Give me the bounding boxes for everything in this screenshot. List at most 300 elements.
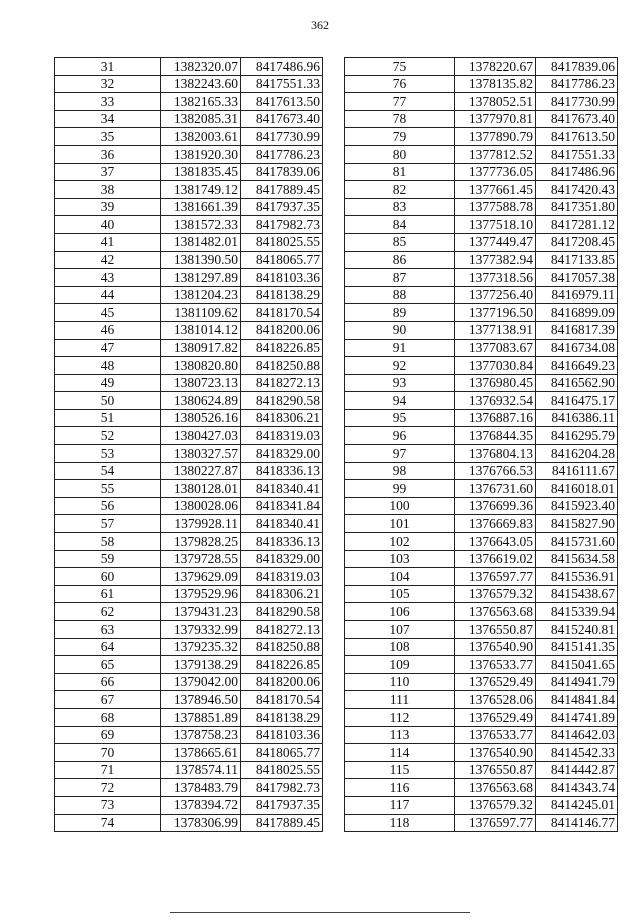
table-row bbox=[345, 392, 618, 410]
x-coordinate-cell: 1376887.16 bbox=[455, 409, 536, 427]
y-coordinate-cell: 8417057.38 bbox=[536, 269, 618, 287]
point-number-cell: 96 bbox=[345, 427, 455, 445]
y-coordinate-cell: 8418319.03 bbox=[241, 427, 323, 445]
y-coordinate-cell: 8417982.73 bbox=[241, 779, 323, 797]
point-number-cell: 72 bbox=[55, 779, 161, 797]
point-number-cell: 42 bbox=[55, 251, 161, 269]
table-row bbox=[345, 726, 618, 744]
point-number-cell: 55 bbox=[55, 480, 161, 498]
page-number: 362 bbox=[311, 18, 329, 32]
y-coordinate-cell: 8416111.67 bbox=[536, 462, 618, 480]
table-row bbox=[345, 603, 618, 621]
x-coordinate-cell: 1381204.23 bbox=[161, 286, 241, 304]
table-row bbox=[55, 708, 323, 726]
x-coordinate-cell: 1377661.45 bbox=[455, 181, 536, 199]
table-row bbox=[55, 550, 323, 568]
x-coordinate-cell: 1381572.33 bbox=[161, 216, 241, 234]
point-number-cell: 85 bbox=[345, 233, 455, 251]
table-row bbox=[55, 497, 323, 515]
x-coordinate-cell: 1379138.29 bbox=[161, 656, 241, 674]
y-coordinate-cell: 8418340.41 bbox=[241, 480, 323, 498]
y-coordinate-cell: 8417486.96 bbox=[536, 163, 618, 181]
y-coordinate-cell: 8417982.73 bbox=[241, 216, 323, 234]
y-coordinate-cell: 8417281.12 bbox=[536, 216, 618, 234]
y-coordinate-cell: 8418200.06 bbox=[241, 321, 323, 339]
table-row bbox=[345, 198, 618, 216]
x-coordinate-cell: 1380128.01 bbox=[161, 480, 241, 498]
y-coordinate-cell: 8414245.01 bbox=[536, 796, 618, 814]
y-coordinate-cell: 8414741.89 bbox=[536, 708, 618, 726]
x-coordinate-cell: 1376563.68 bbox=[455, 779, 536, 797]
point-number-cell: 31 bbox=[55, 58, 161, 76]
point-number-cell: 117 bbox=[345, 796, 455, 814]
x-coordinate-cell: 1379828.25 bbox=[161, 533, 241, 551]
point-number-cell: 75 bbox=[345, 58, 455, 76]
table-row bbox=[55, 216, 323, 234]
x-coordinate-cell: 1379431.23 bbox=[161, 603, 241, 621]
x-coordinate-cell: 1377382.94 bbox=[455, 251, 536, 269]
table-row bbox=[345, 708, 618, 726]
table-row bbox=[55, 796, 323, 814]
point-number-cell: 78 bbox=[345, 110, 455, 128]
point-number-cell: 112 bbox=[345, 708, 455, 726]
table-row bbox=[345, 621, 618, 639]
point-number-cell: 104 bbox=[345, 568, 455, 586]
table-row bbox=[345, 585, 618, 603]
point-number-cell: 64 bbox=[55, 638, 161, 656]
table-row bbox=[345, 58, 618, 76]
point-number-cell: 115 bbox=[345, 761, 455, 779]
x-coordinate-cell: 1381014.12 bbox=[161, 321, 241, 339]
y-coordinate-cell: 8418329.00 bbox=[241, 550, 323, 568]
table-row bbox=[345, 673, 618, 691]
point-number-cell: 94 bbox=[345, 392, 455, 410]
table-row bbox=[55, 304, 323, 322]
point-number-cell: 107 bbox=[345, 621, 455, 639]
table-row bbox=[345, 181, 618, 199]
table-row bbox=[55, 585, 323, 603]
point-number-cell: 82 bbox=[345, 181, 455, 199]
x-coordinate-cell: 1380028.06 bbox=[161, 497, 241, 515]
x-coordinate-cell: 1376766.53 bbox=[455, 462, 536, 480]
point-number-cell: 54 bbox=[55, 462, 161, 480]
x-coordinate-cell: 1377083.67 bbox=[455, 339, 536, 357]
point-number-cell: 93 bbox=[345, 374, 455, 392]
y-coordinate-cell: 8417613.50 bbox=[241, 93, 323, 111]
point-number-cell: 98 bbox=[345, 462, 455, 480]
y-coordinate-cell: 8418336.13 bbox=[241, 533, 323, 551]
y-coordinate-cell: 8415536.91 bbox=[536, 568, 618, 586]
table-row bbox=[345, 145, 618, 163]
x-coordinate-cell: 1376533.77 bbox=[455, 726, 536, 744]
point-number-cell: 32 bbox=[55, 75, 161, 93]
x-coordinate-cell: 1377449.47 bbox=[455, 233, 536, 251]
coordinates-table-left bbox=[54, 57, 323, 832]
x-coordinate-cell: 1379928.11 bbox=[161, 515, 241, 533]
y-coordinate-cell: 8417420.43 bbox=[536, 181, 618, 199]
y-coordinate-cell: 8418272.13 bbox=[241, 621, 323, 639]
x-coordinate-cell: 1380327.57 bbox=[161, 445, 241, 463]
table-row bbox=[345, 409, 618, 427]
y-coordinate-cell: 8418226.85 bbox=[241, 339, 323, 357]
y-coordinate-cell: 8418170.54 bbox=[241, 691, 323, 709]
table-row bbox=[55, 638, 323, 656]
y-coordinate-cell: 8415438.67 bbox=[536, 585, 618, 603]
point-number-cell: 39 bbox=[55, 198, 161, 216]
table-row bbox=[55, 339, 323, 357]
point-number-cell: 105 bbox=[345, 585, 455, 603]
x-coordinate-cell: 1376980.45 bbox=[455, 374, 536, 392]
x-coordinate-cell: 1378483.79 bbox=[161, 779, 241, 797]
table-row bbox=[55, 462, 323, 480]
table-row bbox=[345, 427, 618, 445]
bottom-divider bbox=[170, 912, 470, 913]
point-number-cell: 89 bbox=[345, 304, 455, 322]
table-row bbox=[345, 761, 618, 779]
point-number-cell: 74 bbox=[55, 814, 161, 832]
y-coordinate-cell: 8416649.23 bbox=[536, 357, 618, 375]
x-coordinate-cell: 1379235.32 bbox=[161, 638, 241, 656]
point-number-cell: 110 bbox=[345, 673, 455, 691]
y-coordinate-cell: 8417673.40 bbox=[241, 110, 323, 128]
x-coordinate-cell: 1377318.56 bbox=[455, 269, 536, 287]
table-row bbox=[55, 93, 323, 111]
x-coordinate-cell: 1378946.50 bbox=[161, 691, 241, 709]
y-coordinate-cell: 8418340.41 bbox=[241, 515, 323, 533]
x-coordinate-cell: 1380820.80 bbox=[161, 357, 241, 375]
table-row bbox=[55, 515, 323, 533]
x-coordinate-cell: 1377196.50 bbox=[455, 304, 536, 322]
y-coordinate-cell: 8415339.94 bbox=[536, 603, 618, 621]
x-coordinate-cell: 1378306.99 bbox=[161, 814, 241, 832]
x-coordinate-cell: 1376643.05 bbox=[455, 533, 536, 551]
y-coordinate-cell: 8417551.33 bbox=[536, 145, 618, 163]
y-coordinate-cell: 8418250.88 bbox=[241, 638, 323, 656]
table-row bbox=[55, 286, 323, 304]
table-row bbox=[55, 568, 323, 586]
x-coordinate-cell: 1381920.30 bbox=[161, 145, 241, 163]
y-coordinate-cell: 8418170.54 bbox=[241, 304, 323, 322]
x-coordinate-cell: 1382165.33 bbox=[161, 93, 241, 111]
y-coordinate-cell: 8414542.33 bbox=[536, 744, 618, 762]
point-number-cell: 81 bbox=[345, 163, 455, 181]
y-coordinate-cell: 8417208.45 bbox=[536, 233, 618, 251]
table-row bbox=[55, 75, 323, 93]
x-coordinate-cell: 1381390.50 bbox=[161, 251, 241, 269]
x-coordinate-cell: 1379332.99 bbox=[161, 621, 241, 639]
y-coordinate-cell: 8416386.11 bbox=[536, 409, 618, 427]
table-row bbox=[345, 286, 618, 304]
point-number-cell: 116 bbox=[345, 779, 455, 797]
point-number-cell: 56 bbox=[55, 497, 161, 515]
x-coordinate-cell: 1379629.09 bbox=[161, 568, 241, 586]
point-number-cell: 108 bbox=[345, 638, 455, 656]
x-coordinate-cell: 1376579.32 bbox=[455, 585, 536, 603]
y-coordinate-cell: 8414343.74 bbox=[536, 779, 618, 797]
point-number-cell: 113 bbox=[345, 726, 455, 744]
y-coordinate-cell: 8418138.29 bbox=[241, 286, 323, 304]
point-number-cell: 33 bbox=[55, 93, 161, 111]
point-number-cell: 97 bbox=[345, 445, 455, 463]
x-coordinate-cell: 1378135.82 bbox=[455, 75, 536, 93]
table-row bbox=[55, 374, 323, 392]
point-number-cell: 36 bbox=[55, 145, 161, 163]
y-coordinate-cell: 8417673.40 bbox=[536, 110, 618, 128]
point-number-cell: 79 bbox=[345, 128, 455, 146]
point-number-cell: 109 bbox=[345, 656, 455, 674]
table-row bbox=[55, 533, 323, 551]
x-coordinate-cell: 1377736.05 bbox=[455, 163, 536, 181]
point-number-cell: 86 bbox=[345, 251, 455, 269]
table-row bbox=[345, 462, 618, 480]
point-number-cell: 53 bbox=[55, 445, 161, 463]
table-row bbox=[345, 128, 618, 146]
y-coordinate-cell: 8416979.11 bbox=[536, 286, 618, 304]
point-number-cell: 49 bbox=[55, 374, 161, 392]
table-row bbox=[345, 744, 618, 762]
table-row bbox=[345, 251, 618, 269]
x-coordinate-cell: 1376669.83 bbox=[455, 515, 536, 533]
y-coordinate-cell: 8418138.29 bbox=[241, 708, 323, 726]
y-coordinate-cell: 8418306.21 bbox=[241, 585, 323, 603]
table-row bbox=[345, 656, 618, 674]
x-coordinate-cell: 1376579.32 bbox=[455, 796, 536, 814]
table-row bbox=[345, 216, 618, 234]
point-number-cell: 103 bbox=[345, 550, 455, 568]
table-row bbox=[345, 321, 618, 339]
point-number-cell: 46 bbox=[55, 321, 161, 339]
point-number-cell: 111 bbox=[345, 691, 455, 709]
point-number-cell: 95 bbox=[345, 409, 455, 427]
point-number-cell: 106 bbox=[345, 603, 455, 621]
point-number-cell: 38 bbox=[55, 181, 161, 199]
x-coordinate-cell: 1379529.96 bbox=[161, 585, 241, 603]
table-row bbox=[345, 304, 618, 322]
point-number-cell: 99 bbox=[345, 480, 455, 498]
x-coordinate-cell: 1378665.61 bbox=[161, 744, 241, 762]
x-coordinate-cell: 1376529.49 bbox=[455, 708, 536, 726]
x-coordinate-cell: 1378220.67 bbox=[455, 58, 536, 76]
y-coordinate-cell: 8417551.33 bbox=[241, 75, 323, 93]
point-number-cell: 43 bbox=[55, 269, 161, 287]
point-number-cell: 83 bbox=[345, 198, 455, 216]
x-coordinate-cell: 1376844.35 bbox=[455, 427, 536, 445]
table-row bbox=[55, 691, 323, 709]
y-coordinate-cell: 8418200.06 bbox=[241, 673, 323, 691]
table-row bbox=[55, 744, 323, 762]
y-coordinate-cell: 8417889.45 bbox=[241, 814, 323, 832]
point-number-cell: 80 bbox=[345, 145, 455, 163]
point-number-cell: 67 bbox=[55, 691, 161, 709]
x-coordinate-cell: 1376550.87 bbox=[455, 761, 536, 779]
point-number-cell: 92 bbox=[345, 357, 455, 375]
y-coordinate-cell: 8416817.39 bbox=[536, 321, 618, 339]
x-coordinate-cell: 1376804.13 bbox=[455, 445, 536, 463]
table-row bbox=[55, 656, 323, 674]
x-coordinate-cell: 1376563.68 bbox=[455, 603, 536, 621]
x-coordinate-cell: 1380427.03 bbox=[161, 427, 241, 445]
y-coordinate-cell: 8418290.58 bbox=[241, 392, 323, 410]
table-row bbox=[345, 497, 618, 515]
table-row bbox=[55, 673, 323, 691]
y-coordinate-cell: 8415041.65 bbox=[536, 656, 618, 674]
x-coordinate-cell: 1378052.51 bbox=[455, 93, 536, 111]
point-number-cell: 40 bbox=[55, 216, 161, 234]
table-row bbox=[345, 93, 618, 111]
y-coordinate-cell: 8417937.35 bbox=[241, 796, 323, 814]
y-coordinate-cell: 8418319.03 bbox=[241, 568, 323, 586]
x-coordinate-cell: 1376550.87 bbox=[455, 621, 536, 639]
x-coordinate-cell: 1382320.07 bbox=[161, 58, 241, 76]
y-coordinate-cell: 8418250.88 bbox=[241, 357, 323, 375]
table-row bbox=[55, 128, 323, 146]
y-coordinate-cell: 8416734.08 bbox=[536, 339, 618, 357]
y-coordinate-cell: 8418025.55 bbox=[241, 761, 323, 779]
x-coordinate-cell: 1379728.55 bbox=[161, 550, 241, 568]
y-coordinate-cell: 8417133.85 bbox=[536, 251, 618, 269]
table-row bbox=[345, 691, 618, 709]
y-coordinate-cell: 8414146.77 bbox=[536, 814, 618, 832]
point-number-cell: 59 bbox=[55, 550, 161, 568]
table-row bbox=[345, 374, 618, 392]
point-number-cell: 35 bbox=[55, 128, 161, 146]
table-row bbox=[345, 533, 618, 551]
point-number-cell: 102 bbox=[345, 533, 455, 551]
table-row bbox=[55, 233, 323, 251]
y-coordinate-cell: 8416562.90 bbox=[536, 374, 618, 392]
y-coordinate-cell: 8415923.40 bbox=[536, 497, 618, 515]
x-coordinate-cell: 1381835.45 bbox=[161, 163, 241, 181]
y-coordinate-cell: 8417730.99 bbox=[536, 93, 618, 111]
x-coordinate-cell: 1376528.06 bbox=[455, 691, 536, 709]
x-coordinate-cell: 1376731.60 bbox=[455, 480, 536, 498]
point-number-cell: 69 bbox=[55, 726, 161, 744]
table-row bbox=[55, 110, 323, 128]
y-coordinate-cell: 8417839.06 bbox=[536, 58, 618, 76]
y-coordinate-cell: 8418065.77 bbox=[241, 744, 323, 762]
point-number-cell: 70 bbox=[55, 744, 161, 762]
x-coordinate-cell: 1380526.16 bbox=[161, 409, 241, 427]
x-coordinate-cell: 1376619.02 bbox=[455, 550, 536, 568]
y-coordinate-cell: 8418226.85 bbox=[241, 656, 323, 674]
y-coordinate-cell: 8418329.00 bbox=[241, 445, 323, 463]
table-row bbox=[345, 339, 618, 357]
x-coordinate-cell: 1377812.52 bbox=[455, 145, 536, 163]
y-coordinate-cell: 8418290.58 bbox=[241, 603, 323, 621]
x-coordinate-cell: 1376529.49 bbox=[455, 673, 536, 691]
x-coordinate-cell: 1377138.91 bbox=[455, 321, 536, 339]
x-coordinate-cell: 1376597.77 bbox=[455, 814, 536, 832]
y-coordinate-cell: 8418336.13 bbox=[241, 462, 323, 480]
y-coordinate-cell: 8418272.13 bbox=[241, 374, 323, 392]
table-row bbox=[345, 445, 618, 463]
table-row bbox=[55, 269, 323, 287]
x-coordinate-cell: 1382085.31 bbox=[161, 110, 241, 128]
point-number-cell: 50 bbox=[55, 392, 161, 410]
x-coordinate-cell: 1380624.89 bbox=[161, 392, 241, 410]
point-number-cell: 71 bbox=[55, 761, 161, 779]
table-row bbox=[345, 110, 618, 128]
y-coordinate-cell: 8415141.35 bbox=[536, 638, 618, 656]
table-row bbox=[55, 779, 323, 797]
x-coordinate-cell: 1381661.39 bbox=[161, 198, 241, 216]
table-row bbox=[55, 145, 323, 163]
point-number-cell: 66 bbox=[55, 673, 161, 691]
point-number-cell: 45 bbox=[55, 304, 161, 322]
y-coordinate-cell: 8417786.23 bbox=[241, 145, 323, 163]
y-coordinate-cell: 8418103.36 bbox=[241, 726, 323, 744]
point-number-cell: 87 bbox=[345, 269, 455, 287]
y-coordinate-cell: 8418025.55 bbox=[241, 233, 323, 251]
point-number-cell: 73 bbox=[55, 796, 161, 814]
table-row bbox=[55, 321, 323, 339]
point-number-cell: 91 bbox=[345, 339, 455, 357]
table-row bbox=[55, 427, 323, 445]
y-coordinate-cell: 8416295.79 bbox=[536, 427, 618, 445]
y-coordinate-cell: 8417786.23 bbox=[536, 75, 618, 93]
table-row bbox=[55, 761, 323, 779]
x-coordinate-cell: 1376533.77 bbox=[455, 656, 536, 674]
x-coordinate-cell: 1376699.36 bbox=[455, 497, 536, 515]
table-row bbox=[55, 198, 323, 216]
table-row bbox=[55, 58, 323, 76]
x-coordinate-cell: 1377890.79 bbox=[455, 128, 536, 146]
point-number-cell: 37 bbox=[55, 163, 161, 181]
table-row bbox=[345, 357, 618, 375]
table-row bbox=[55, 445, 323, 463]
point-number-cell: 61 bbox=[55, 585, 161, 603]
x-coordinate-cell: 1377588.78 bbox=[455, 198, 536, 216]
y-coordinate-cell: 8417730.99 bbox=[241, 128, 323, 146]
y-coordinate-cell: 8416204.28 bbox=[536, 445, 618, 463]
table-row bbox=[345, 550, 618, 568]
point-number-cell: 77 bbox=[345, 93, 455, 111]
x-coordinate-cell: 1378758.23 bbox=[161, 726, 241, 744]
y-coordinate-cell: 8418103.36 bbox=[241, 269, 323, 287]
y-coordinate-cell: 8417839.06 bbox=[241, 163, 323, 181]
x-coordinate-cell: 1376597.77 bbox=[455, 568, 536, 586]
table-row bbox=[345, 269, 618, 287]
point-number-cell: 60 bbox=[55, 568, 161, 586]
x-coordinate-cell: 1377030.84 bbox=[455, 357, 536, 375]
x-coordinate-cell: 1379042.00 bbox=[161, 673, 241, 691]
table-row bbox=[55, 726, 323, 744]
table-row bbox=[345, 75, 618, 93]
point-number-cell: 114 bbox=[345, 744, 455, 762]
x-coordinate-cell: 1381109.62 bbox=[161, 304, 241, 322]
point-number-cell: 65 bbox=[55, 656, 161, 674]
y-coordinate-cell: 8417486.96 bbox=[241, 58, 323, 76]
y-coordinate-cell: 8415731.60 bbox=[536, 533, 618, 551]
y-coordinate-cell: 8414442.87 bbox=[536, 761, 618, 779]
table-row bbox=[55, 181, 323, 199]
y-coordinate-cell: 8416475.17 bbox=[536, 392, 618, 410]
coordinates-table-right bbox=[344, 57, 618, 832]
x-coordinate-cell: 1382243.60 bbox=[161, 75, 241, 93]
point-number-cell: 57 bbox=[55, 515, 161, 533]
point-number-cell: 63 bbox=[55, 621, 161, 639]
x-coordinate-cell: 1376932.54 bbox=[455, 392, 536, 410]
x-coordinate-cell: 1380723.13 bbox=[161, 374, 241, 392]
x-coordinate-cell: 1377256.40 bbox=[455, 286, 536, 304]
x-coordinate-cell: 1382003.61 bbox=[161, 128, 241, 146]
point-number-cell: 88 bbox=[345, 286, 455, 304]
x-coordinate-cell: 1378394.72 bbox=[161, 796, 241, 814]
point-number-cell: 62 bbox=[55, 603, 161, 621]
y-coordinate-cell: 8416018.01 bbox=[536, 480, 618, 498]
point-number-cell: 118 bbox=[345, 814, 455, 832]
x-coordinate-cell: 1377970.81 bbox=[455, 110, 536, 128]
